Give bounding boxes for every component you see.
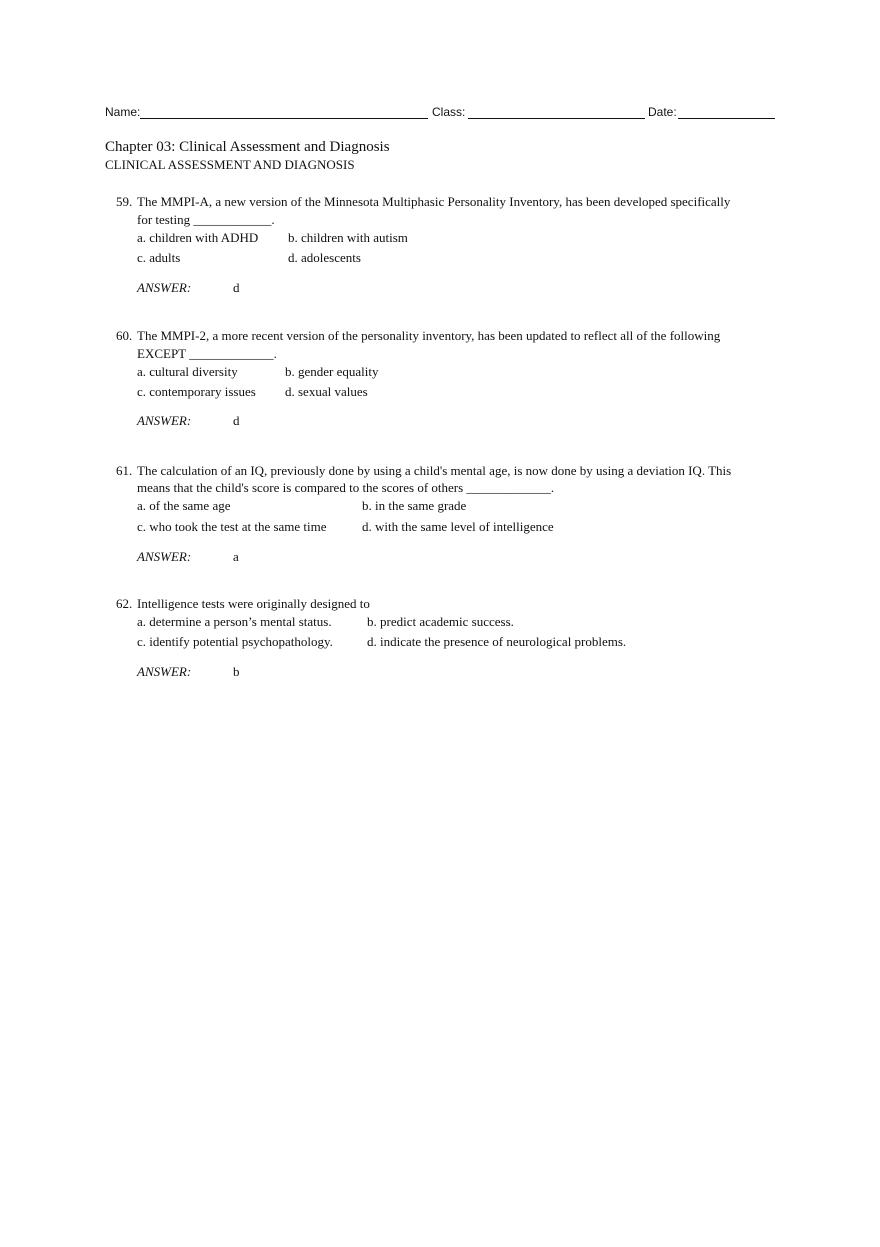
chapter-title: Chapter 03: Clinical Assessment and Diagnosis	[105, 139, 390, 155]
answer-value: d	[233, 413, 240, 428]
answer-value: b	[233, 664, 240, 679]
option-a: a. determine a person’s mental status.	[137, 614, 332, 629]
option-c: c. adults	[137, 250, 181, 265]
answer-value: d	[233, 280, 240, 295]
date-label: Date:	[648, 105, 677, 119]
option-a: a. of the same age	[137, 498, 231, 513]
answer-label: ANSWER:	[137, 549, 192, 564]
option-d: d. with the same level of intelligence	[362, 519, 554, 534]
option-d: d. indicate the presence of neurological problems.	[367, 634, 627, 649]
name-field-line[interactable]	[140, 118, 428, 119]
option-b: b. in the same grade	[362, 498, 467, 513]
option-d: d. sexual values	[285, 384, 368, 399]
option-b: b. gender equality	[285, 364, 379, 379]
question-text: Intelligence tests were originally designed to	[137, 596, 370, 611]
date-field-line[interactable]	[678, 118, 775, 119]
answer-label: ANSWER:	[137, 664, 192, 679]
question-text: The calculation of an IQ, previously done by using a child's mental age, is now done by using a deviation IQ. This	[137, 463, 732, 478]
question-text: means that the child's score is compared to the scores of others _____________.	[137, 480, 555, 495]
option-d: d. adolescents	[288, 250, 361, 265]
name-label: Name:	[105, 105, 141, 119]
class-field-line[interactable]	[468, 118, 645, 119]
answer-value: a	[233, 549, 239, 564]
answer-label: ANSWER:	[137, 280, 192, 295]
question-number: 60.	[116, 328, 133, 343]
question-text: for testing ____________.	[137, 212, 275, 227]
option-b: b. children with autism	[288, 230, 408, 245]
option-a: a. children with ADHD	[137, 230, 259, 245]
option-c: c. identify potential psychopathology.	[137, 634, 333, 649]
question-number: 62.	[116, 596, 133, 611]
question-number: 61.	[116, 463, 133, 478]
class-label: Class:	[432, 105, 466, 119]
option-c: c. who took the test at the same time	[137, 519, 327, 534]
question-text: The MMPI-A, a new version of the Minnesota Multiphasic Personality Inventory, has been developed specifically	[137, 194, 731, 209]
answer-label: ANSWER:	[137, 413, 192, 428]
chapter-subtitle: CLINICAL ASSESSMENT AND DIAGNOSIS	[105, 157, 355, 172]
question-number: 59.	[116, 194, 133, 209]
option-c: c. contemporary issues	[137, 384, 256, 399]
option-a: a. cultural diversity	[137, 364, 238, 379]
option-b: b. predict academic success.	[367, 614, 514, 629]
question-text: EXCEPT _____________.	[137, 346, 277, 361]
question-text: The MMPI-2, a more recent version of the personality inventory, has been updated to reflect all of the following	[137, 328, 721, 343]
